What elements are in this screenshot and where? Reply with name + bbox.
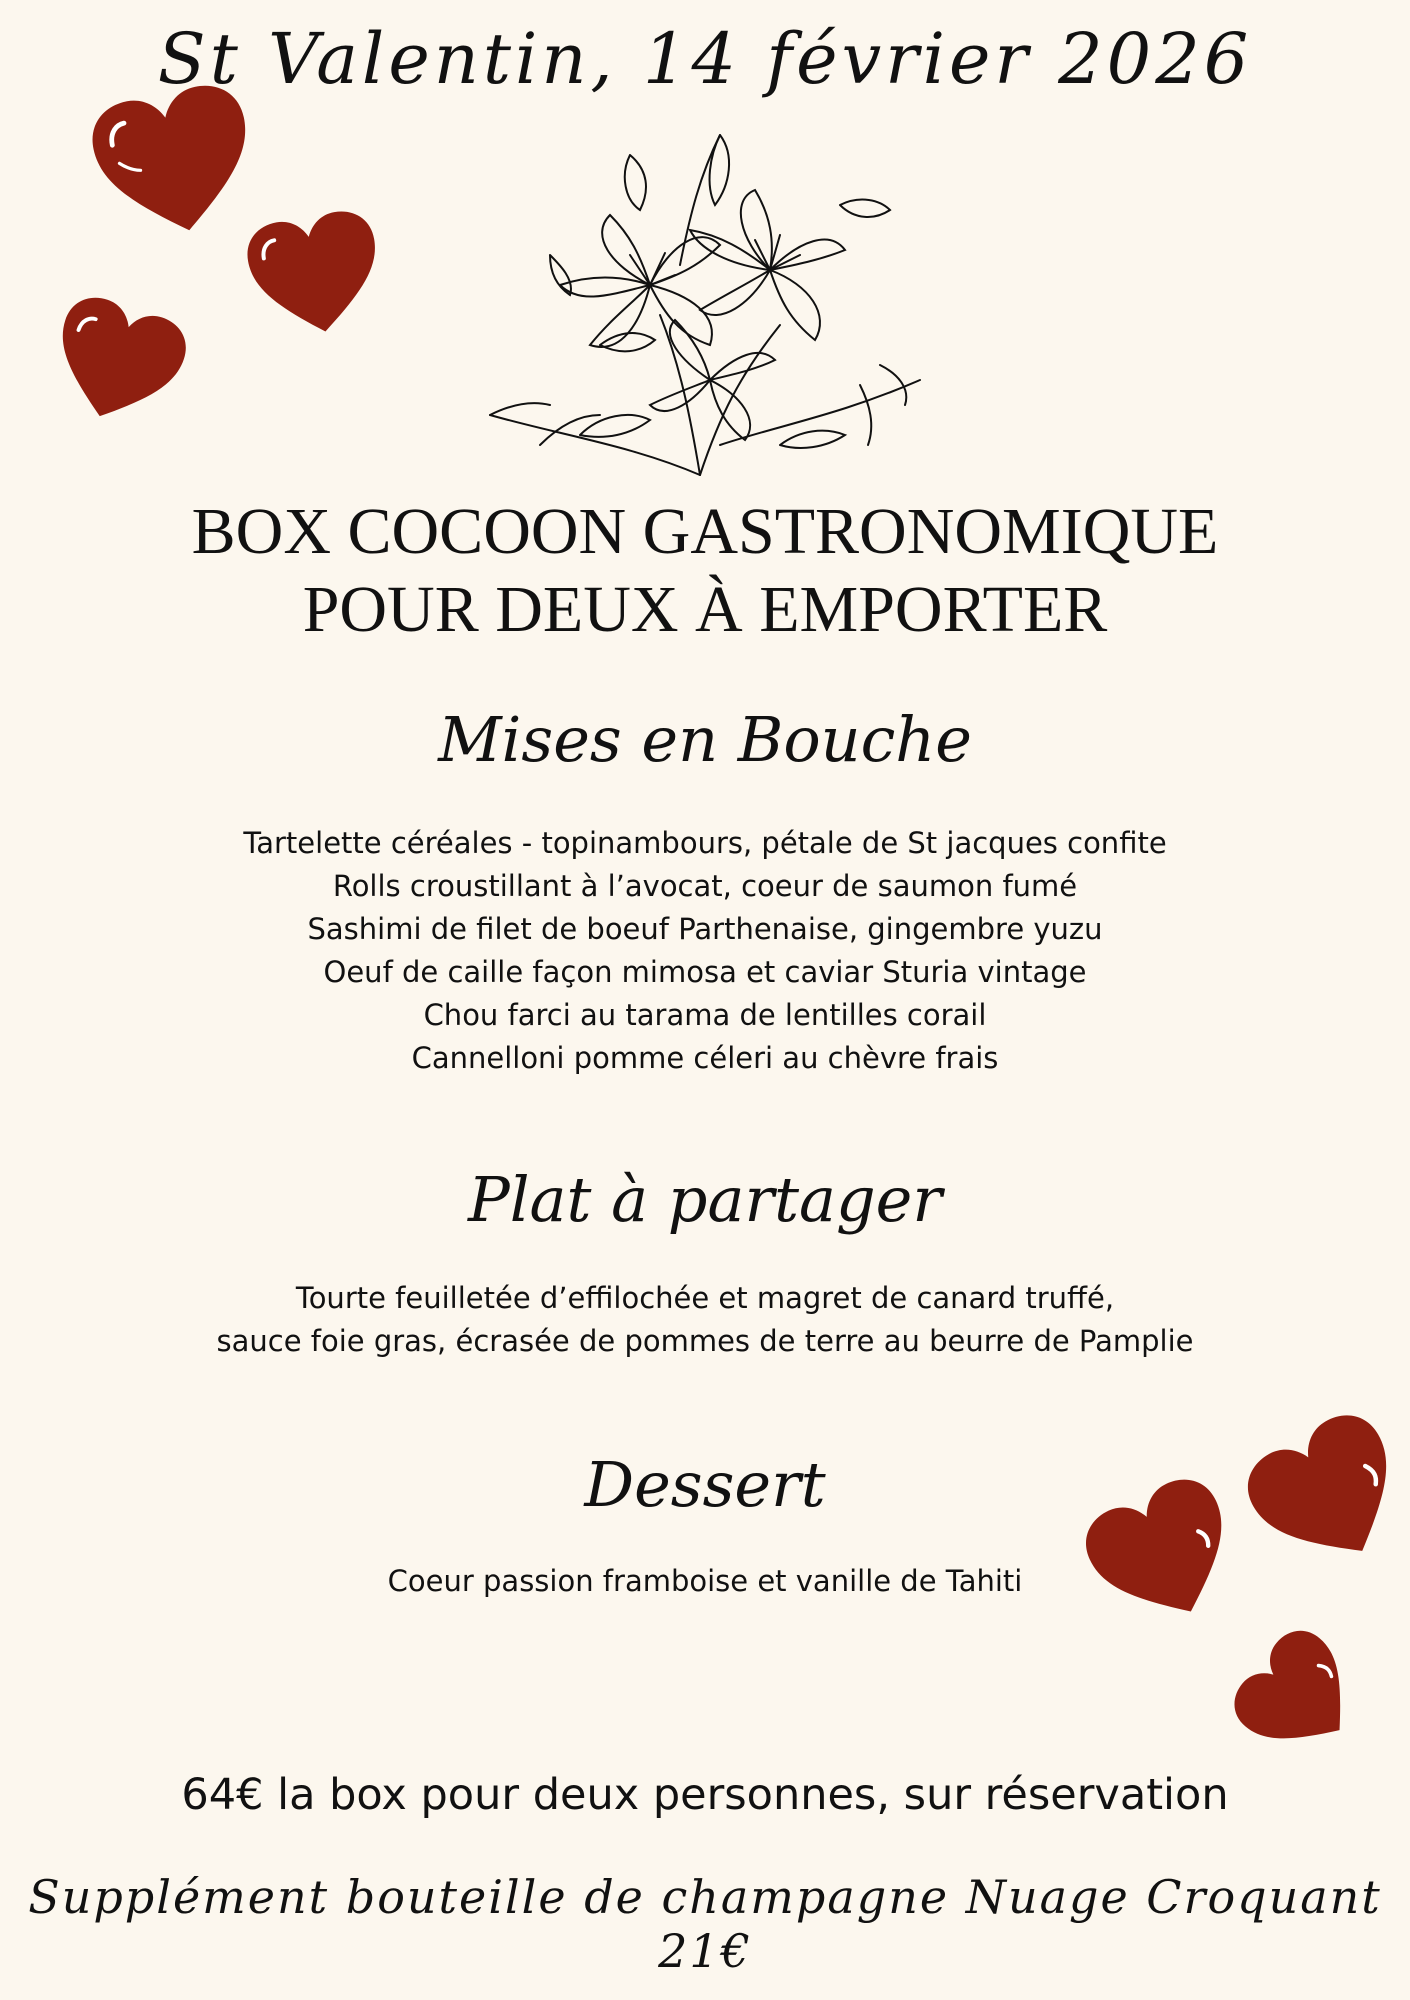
list-item: Tartelette céréales - topinambours, pétale de St jacques confite — [243, 826, 1167, 860]
heart-icon — [1204, 1603, 1396, 1791]
list-item: Chou farci au tarama de lentilles corail — [423, 998, 987, 1032]
section-title-plat: Plat à partager — [468, 1163, 942, 1236]
menu-list-dessert — [0, 1560, 1410, 1603]
menu-list-mises-en-bouche — [0, 822, 1410, 1080]
section-title-mises-en-bouche: Mises en Bouche — [438, 703, 972, 776]
list-item: Oeuf de caille façon mimosa et caviar Sturia vintage — [323, 955, 1087, 989]
supplement-line: Supplément bouteille de champagne Nuage Croquant 21€ — [28, 1870, 1382, 1978]
list-item: Cannelloni pomme céleri au chèvre frais — [411, 1041, 999, 1075]
list-item: Tourte feuilletée d’effilochée et magret de canard truffé, — [295, 1281, 1115, 1315]
menu-list-plat — [0, 1277, 1410, 1363]
page-title — [0, 493, 1410, 649]
price-line: 64€ la box pour deux personnes, sur réservation — [181, 1770, 1229, 1820]
title-line-2: POUR DEUX À EMPORTER — [302, 573, 1108, 646]
title-line-1: BOX COCOON GASTRONOMIQUE — [191, 495, 1219, 568]
list-item: sauce foie gras, écrasée de pommes de terre au beurre de Pamplie — [216, 1324, 1194, 1358]
list-item: Sashimi de filet de boeuf Parthenaise, gingembre yuzu — [307, 912, 1103, 946]
list-item: Coeur passion framboise et vanille de Tahiti — [387, 1564, 1023, 1598]
list-item: Rolls croustillant à l’avocat, coeur de saumon fumé — [332, 869, 1078, 903]
heart-icon — [239, 204, 393, 346]
lily-bouquet-icon — [480, 115, 930, 495]
heart-icon — [35, 281, 199, 445]
event-date-header: St Valentin, 14 février 2026 — [157, 18, 1253, 100]
heart-icon — [81, 73, 269, 253]
section-title-dessert: Dessert — [584, 1448, 826, 1521]
